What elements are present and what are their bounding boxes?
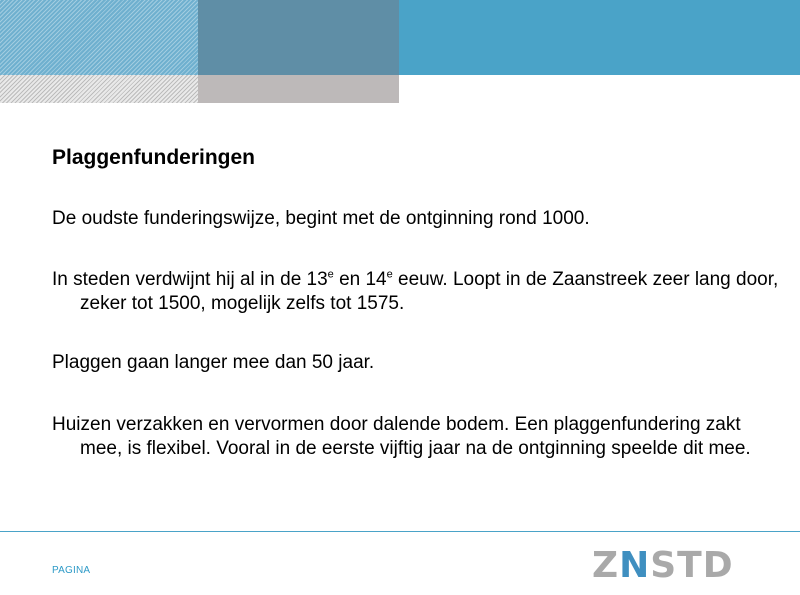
paragraph-3: Plaggen gaan langer mee dan 50 jaar. (52, 352, 375, 373)
banner-hatched-grey-block (0, 75, 198, 103)
logo-letter-n: N (619, 545, 651, 586)
paragraph-4: Huizen verzakken en vervormen door dalende bodem. Een plaggenfundering zakt mee, is flexibel. Vooral in de eerste vijftig jaar na de ontginning speelde dit mee. (52, 414, 751, 459)
banner-blue-block (399, 0, 800, 75)
znstd-logo (592, 545, 734, 586)
paragraph-2-text-b: en 14 (333, 269, 387, 290)
header-banner (0, 0, 800, 103)
slide-title: Plaggenfunderingen (52, 146, 256, 169)
paragraph-2 (52, 268, 780, 316)
paragraph-2-text-c: eeuw. Loopt in de Zaanstreek zeer lang door, zeker tot 1500, mogelijk zelfs tot 1575. (80, 269, 779, 314)
page-label: PAGINA (52, 565, 91, 576)
paragraph-1: De oudste funderingswijze, begint met de ontginning rond 1000. (52, 208, 590, 229)
paragraph-2-text-a: In steden verdwijnt hij al in de 13 (52, 269, 328, 290)
superscript-e-1: e (327, 268, 334, 281)
logo-letter-z: Z (592, 545, 620, 586)
banner-hatched-blue-block (0, 0, 198, 75)
logo-letters-std: STD (650, 545, 734, 586)
banner-grey-block (198, 75, 399, 103)
superscript-e-2: e (386, 268, 393, 281)
footer-divider (0, 531, 800, 532)
banner-dark-blue-block (198, 0, 399, 75)
